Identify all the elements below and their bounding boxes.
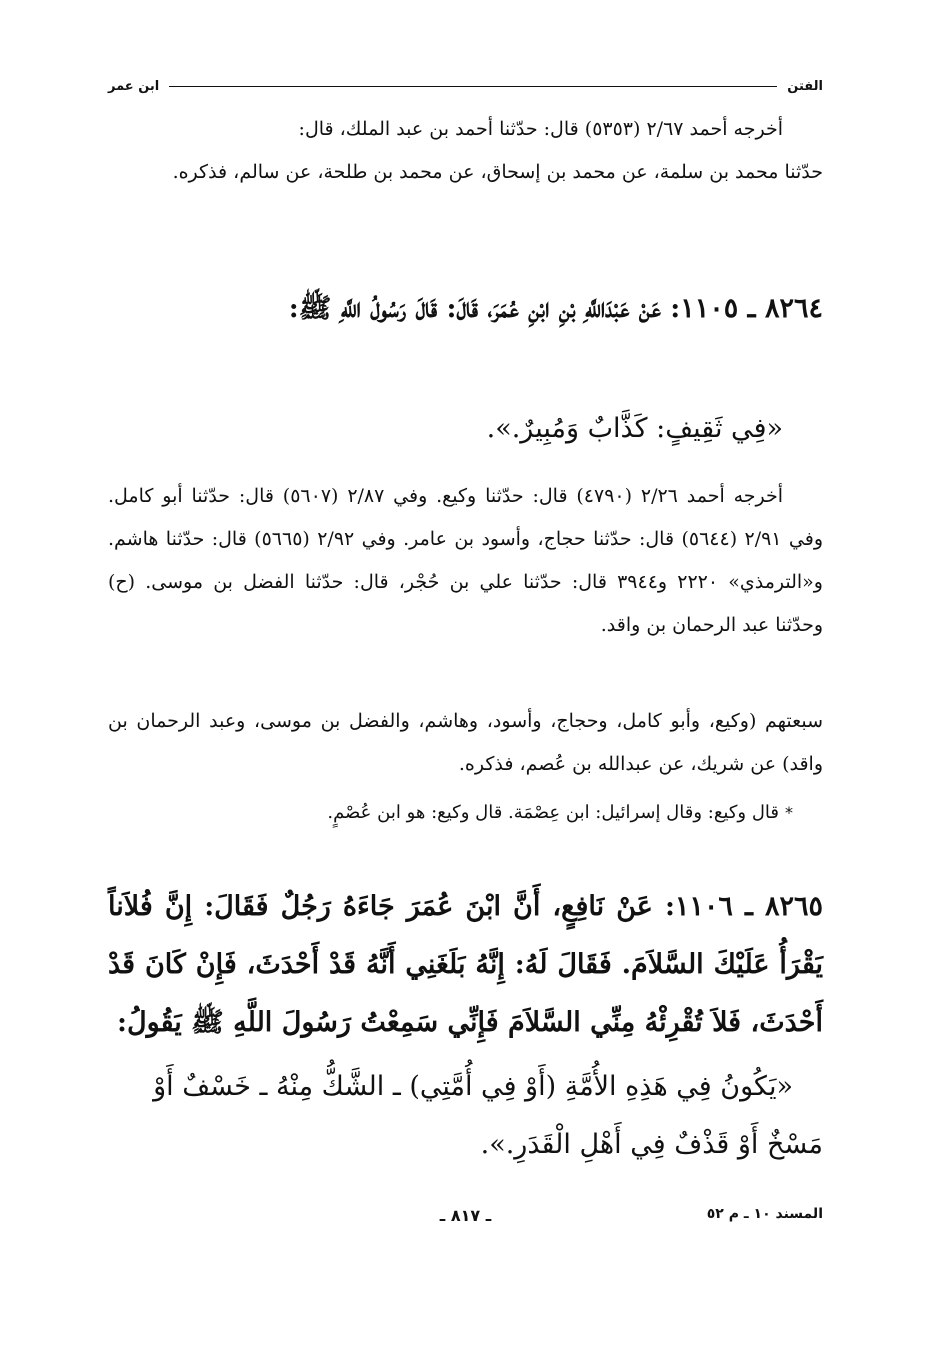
prophetic-quote-line-1: «يَكُونُ فِي هَذِهِ الأُمَّةِ (أَوْ فِي أُمَّتِي) ـ الشَّكُّ مِنْهُ ـ خَسْفٌ أَوْ [153,1071,793,1102]
hadith-8265 [108,878,823,1052]
takhrij-paragraph-3 [108,700,823,786]
prophetic-quote-line-2: مَسْخٌ أَوْ قَذْفٌ فِي أَهْلِ الْقَدَرِ.». [480,1129,823,1160]
hadith-8264-quote [108,402,823,456]
takhrij-text-2: أخرجه أحمد ٢/٢٦ (٤٧٩٠) قال: حدّثنا وكيع. وفي ٢/٨٧ (٥٦٠٧) قال: حدّثنا أبو كامل. وفي ٢/٩١ (٥٦٤٤) قال: حدّثنا حجاج، وأسود بن عامر. وفي ٢/٩٢ (٥٦٦٥) قال: حدّثنا هاشم. و«الترمذي» ٢٢٢٠ و٣٩٤٤ قال: حدّثنا علي بن حُجْر، قال: حدّثنا الفضل بن موسى. (ح) وحدّثنا عبد الرحمان بن واقد. [108,485,823,636]
asterisk-star-icon: * [785,803,793,822]
hadith-text: ٨٢٦٤ ـ ١١٠٥: عَنْ عَبْدَاللَّهِ بْنِ ابْنِ عُمَرَ، قَالَ: قَالَ رَسُولُ اللَّهِ ﷺ: [288,293,823,324]
hadith-text: ٨٢٦٥ ـ ١١٠٦: عَنْ نَافِعٍ، أَنَّ ابْنَ عُمَرَ جَاءَهُ رَجُلٌ فَقَالَ: إِنَّ فُلاَناً يَقْرَأُ عَلَيْكَ السَّلاَمَ. فَقَالَ لَهُ: إِنَّهُ بَلَغَنِي أَنَّهُ قَدْ أَحْدَثَ، فَإِنْ كَانَ قَدْ أَحْدَثَ، فَلاَ تُقْرِئْهُ مِنِّي السَّلاَمَ فَإِنِّي سَمِعْتُ رَسُولَ اللَّهِ ﷺ يَقُولُ: [108,891,823,1038]
takhrij-paragraph-2 [108,475,823,647]
takhrij-paragraph-1 [108,108,823,194]
running-header [108,74,823,98]
volume-signature: المسند ١٠ ـ م ٥٢ [706,1206,823,1222]
prophetic-quote: «فِي ثَقِيفٍ: كَذَّابٌ وَمُبِيرٌ.». [486,413,783,444]
footnote [108,795,823,831]
hadith-8265-quote [108,1058,823,1174]
section-title: ابن عمر [108,78,160,94]
hadith-8264 [108,280,823,338]
takhrij-text-3: سبعتهم (وكيع، وأبو كامل، وحجاج، وأسود، وهاشم، والفضل بن موسى، وعبد الرحمان بن واقد) عن شريك، عن عبدالله بن عُصم، فذكره. [108,710,823,775]
footnote-body: قال وكيع: وقال إسرائيل: ابن عِصْمَة. قال وكيع: هو ابن عُصْمٍ. [327,802,779,823]
page-footer [108,1206,823,1234]
page-number: ـ ٨١٧ ـ [439,1206,492,1225]
takhrij-line-1: أخرجه أحمد ٢/٦٧ (٥٣٥٣) قال: حدّثنا أحمد بن عبد الملك، قال: [298,118,783,140]
chapter-title: الفتن [787,78,823,94]
takhrij-text-1: حدّثنا محمد بن سلمة، عن محمد بن إسحاق، عن محمد بن طلحة، عن سالم، فذكره. [172,161,823,183]
footnote-text [108,795,793,831]
header-rule [169,86,777,87]
